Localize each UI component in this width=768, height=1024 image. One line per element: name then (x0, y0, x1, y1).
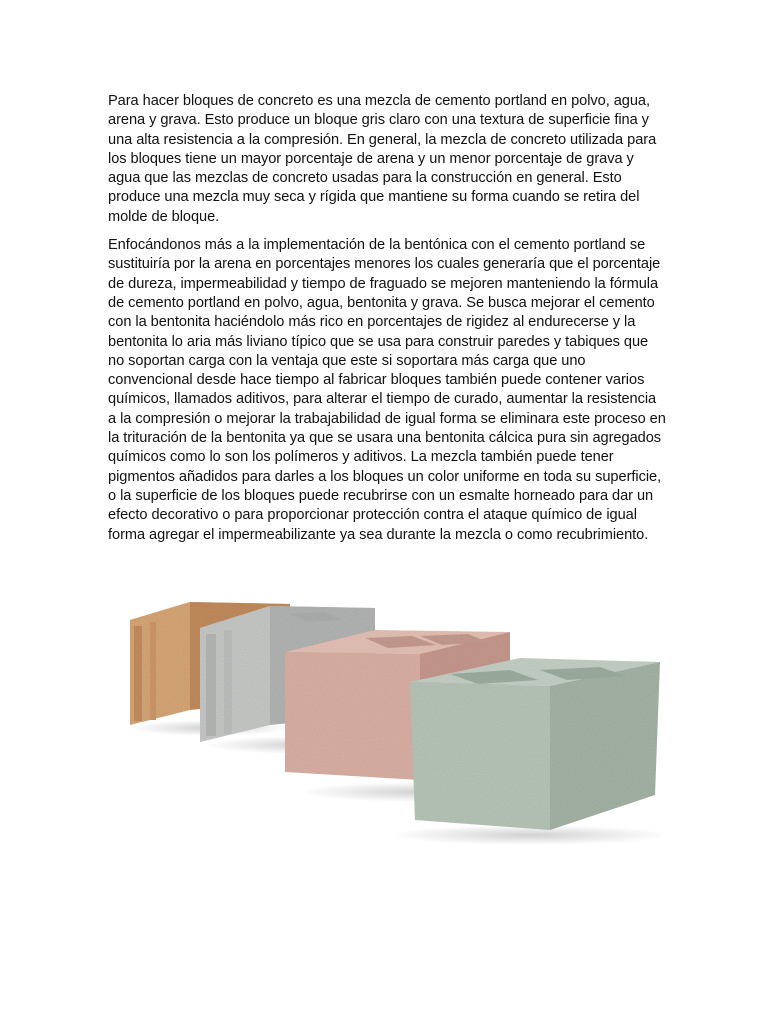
sage-block (410, 658, 660, 830)
body-text (108, 92, 668, 545)
concrete-blocks-illustration (120, 590, 660, 850)
concrete-blocks-photo (120, 590, 660, 850)
paragraph-2: Enfocándonos más a la implementación de la bentónica con el cemento portland se sustituiría por la arena en porcentajes menores los cuales generaría que el porcentaje de dureza, impermeabilidad y tiempo de fraguado se mejoren manteniendo la fórmula de cemento portland en polvo, agua, bentonita y grava. Se busca mejorar el cemento con la bentonita haciéndolo más rico en porcentajes de rigidez al endurecerse y la bentonita lo aria más liviano típico que se usa para construir paredes y tabiques que no soportan carga con la ventaja que este si soportara más carga que uno convencional desde hace tiempo al fabricar bloques también puede contener varios químicos, llamados aditivos, para alterar el tiempo de curado, aumentar la resistencia a la compresión o mejorar la trabajabilidad de igual forma se eliminara este proceso en la trituración de la bentonita ya que se usara una bentonita cálcica pura sin agregados químicos como lo son los polímeros y aditivos. La mezcla también puede tener pigmentos añadidos para darles a los bloques un color uniforme en toda su superficie, o la superficie de los bloques puede recubrirse con un esmalte horneado para dar un efecto decorativo o para proporcionar protección contra el ataque químico de igual forma agregar el impermeabilizante ya sea durante la mezcla o como recubrimiento. (108, 237, 666, 543)
paragraph-1: Para hacer bloques de concreto es una mezcla de cemento portland en polvo, agua, arena y grava. Esto produce un bloque gris claro con una textura de superficie fina y una alta resistencia a la compresión. En general, la mezcla de concreto utilizada para los bloques tiene un mayor porcentaje de arena y un menor porcentaje de grava y agua que las mezclas de concreto usadas para la construcción en general. Esto produce una mezcla muy seca y rígida que mantiene su forma cuando se retira del molde de bloque. (108, 93, 657, 225)
